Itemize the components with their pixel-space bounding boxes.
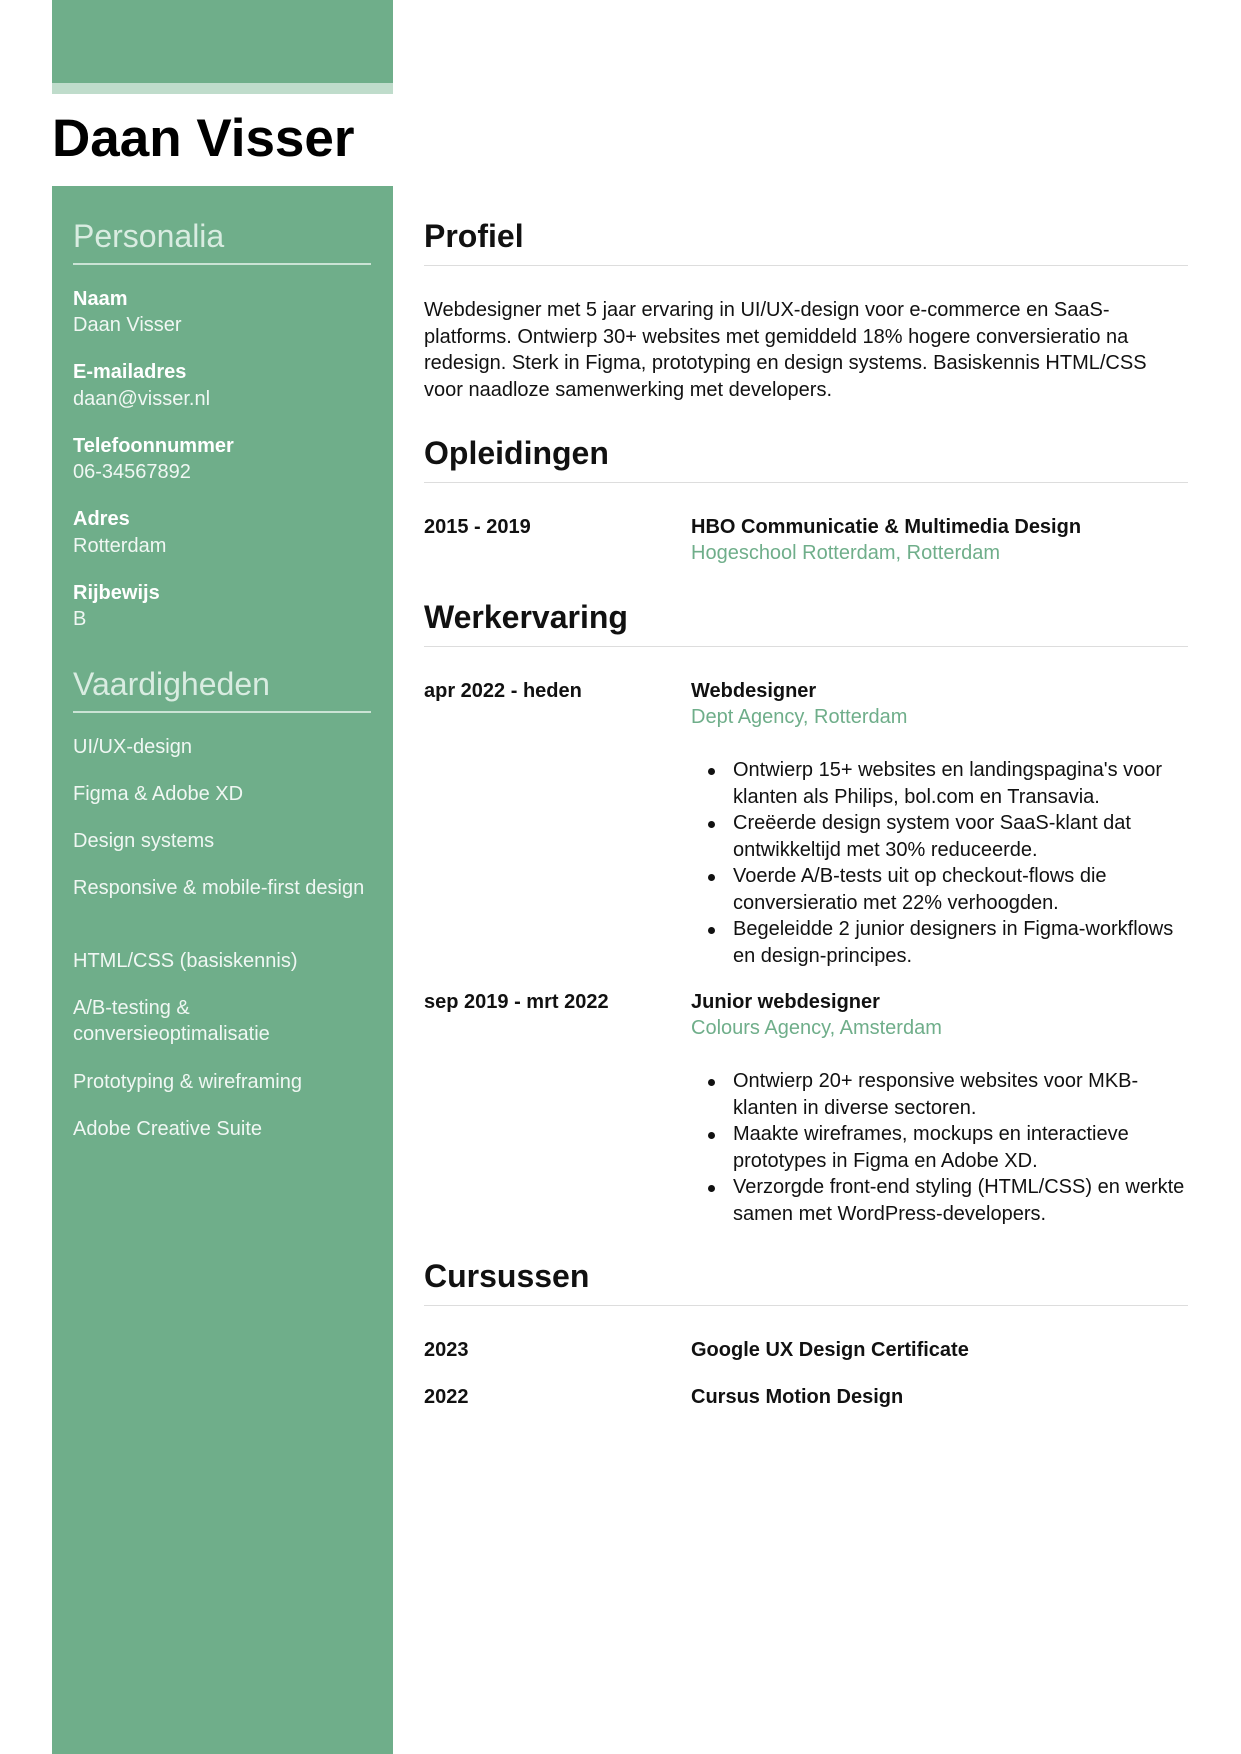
job-responsibilities <box>691 1068 1191 1227</box>
job-title: Junior webdesigner <box>691 991 880 1013</box>
skill-item: Figma & Adobe XD <box>73 783 244 805</box>
job-responsibilities <box>691 757 1191 969</box>
course-year: 2022 <box>424 1386 469 1408</box>
job-employer: Dept Agency, Rotterdam <box>691 706 908 728</box>
course-title: Google UX Design Certificate <box>691 1339 969 1361</box>
job-bullet: Maakte wireframes, mockups en interactieve prototypes in Figma en Adobe XD. <box>691 1121 1191 1174</box>
education-period: 2015 - 2019 <box>424 516 531 538</box>
job-bullet: Ontwierp 20+ responsive websites voor MKB-klanten in diverse sectoren. <box>691 1068 1191 1121</box>
profile-heading: Profiel <box>424 218 524 254</box>
personalia-label-telefoon: Telefoonnummer <box>73 435 234 457</box>
experience-divider <box>424 646 1188 647</box>
job-period: apr 2022 - heden <box>424 680 582 702</box>
header-accent-stripe <box>52 83 393 94</box>
personalia-label-email: E-mailadres <box>73 361 187 383</box>
job-bullet: Creëerde design system voor SaaS-klant dat ontwikkeltijd met 30% reduceerde. <box>691 810 1191 863</box>
education-divider <box>424 482 1188 483</box>
job-bullet: Voerde A/B-tests uit op checkout-flows die conversieratio met 22% verhoogden. <box>691 863 1191 916</box>
header-accent-band <box>52 0 393 83</box>
job-bullet: Ontwierp 15+ websites en landingspagina's voor klanten als Philips, bol.com en Transavia. <box>691 757 1191 810</box>
course-title: Cursus Motion Design <box>691 1386 904 1408</box>
personalia-value-telefoon: 06-34567892 <box>73 461 191 483</box>
education-degree: HBO Communicatie & Multimedia Design <box>691 516 1082 538</box>
personalia-heading: Personalia <box>73 218 225 254</box>
course-year: 2023 <box>424 1339 469 1361</box>
job-period: sep 2019 - mrt 2022 <box>424 991 609 1013</box>
courses-divider <box>424 1305 1188 1306</box>
experience-heading: Werkervaring <box>424 599 628 635</box>
courses-heading: Cursussen <box>424 1258 590 1294</box>
skill-item: Responsive & mobile-first design <box>73 877 365 899</box>
personalia-value-adres: Rotterdam <box>73 535 167 557</box>
skills-heading: Vaardigheden <box>73 666 270 702</box>
skill-item: Adobe Creative Suite <box>73 1118 263 1140</box>
personalia-value-rijbewijs: B <box>73 608 87 630</box>
profile-summary: Webdesigner met 5 jaar ervaring in UI/UX-design voor e-commerce en SaaS-platforms. Ontwierp 30+ websites met gemiddeld 18% hogere conversieratio na redesign. Sterk in Figma, prototyping en design systems. Basiskennis HTML/CSS voor naadloze samenwerking met developers. <box>424 299 1147 401</box>
profile-divider <box>424 265 1188 266</box>
personalia-divider <box>73 263 371 265</box>
personalia-value-naam: Daan Visser <box>73 314 182 336</box>
candidate-name: Daan Visser <box>52 109 355 168</box>
skill-item: Design systems <box>73 830 215 852</box>
job-bullet: Begeleidde 2 junior designers in Figma-workflows en design-principes. <box>691 916 1191 969</box>
job-bullet: Verzorgde front-end styling (HTML/CSS) en werkte samen met WordPress-developers. <box>691 1174 1191 1227</box>
job-employer: Colours Agency, Amsterdam <box>691 1017 942 1039</box>
skill-item: UI/UX-design <box>73 736 192 758</box>
skill-item: Prototyping & wireframing <box>73 1071 302 1093</box>
job-title: Webdesigner <box>691 680 817 702</box>
personalia-label-rijbewijs: Rijbewijs <box>73 582 160 604</box>
personalia-label-adres: Adres <box>73 508 130 530</box>
personalia-label-naam: Naam <box>73 288 128 310</box>
education-institution: Hogeschool Rotterdam, Rotterdam <box>691 542 1001 564</box>
education-heading: Opleidingen <box>424 435 609 471</box>
skills-divider <box>73 711 371 713</box>
skill-item: HTML/CSS (basiskennis) <box>73 950 298 972</box>
personalia-value-email: daan@visser.nl <box>73 388 211 410</box>
skill-item: A/B-testing & conversieoptimalisatie <box>73 997 270 1045</box>
